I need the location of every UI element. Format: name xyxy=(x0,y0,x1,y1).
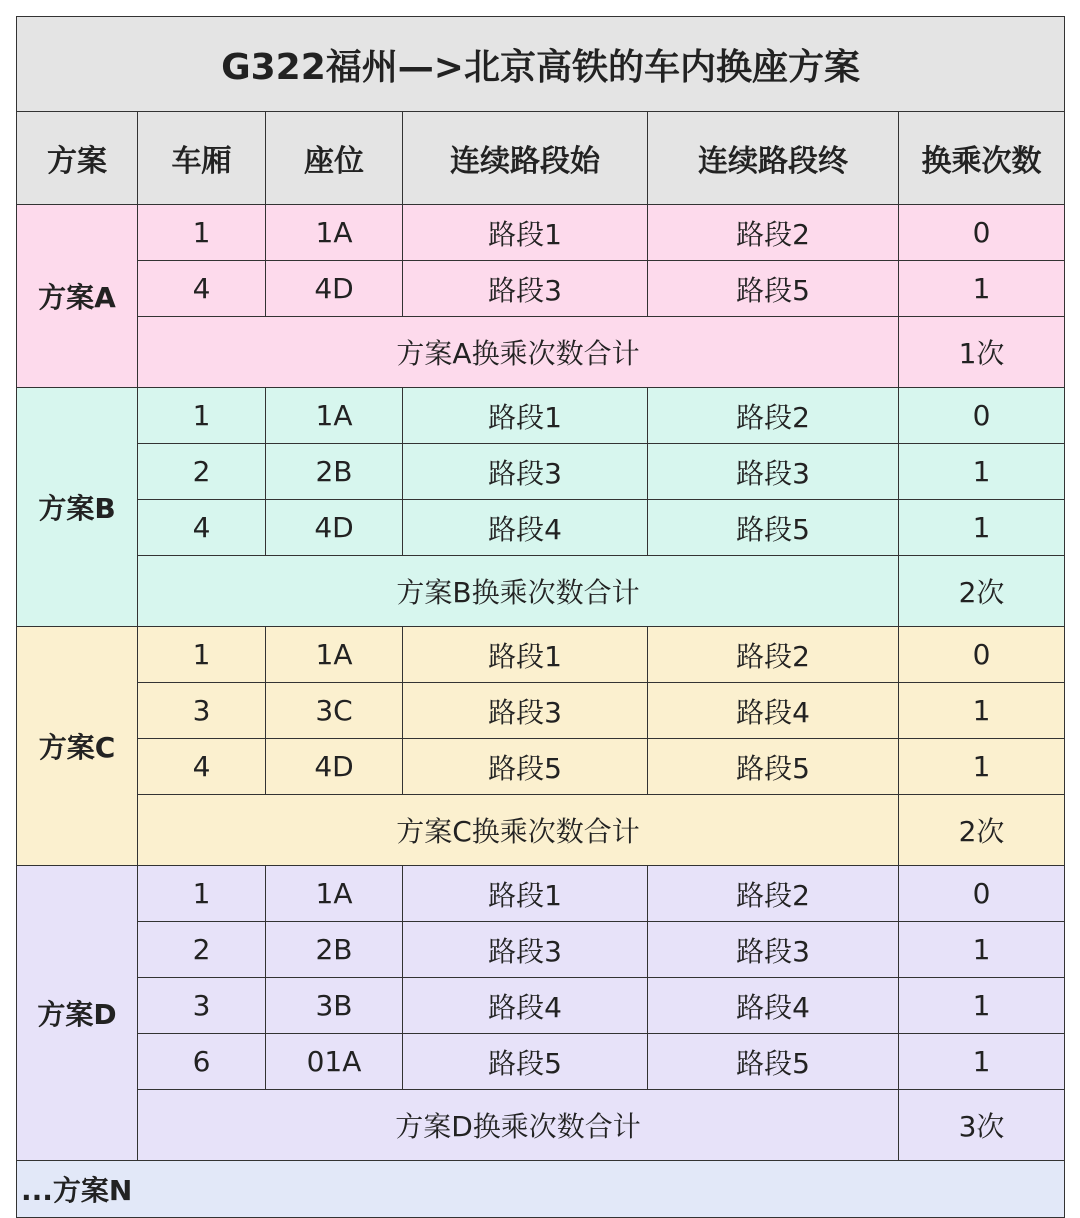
transfers-cell: 0 xyxy=(899,866,1065,922)
segment-start-cell: 路段3 xyxy=(403,922,648,978)
segment-start-cell: 路段1 xyxy=(403,388,648,444)
car-cell: 3 xyxy=(138,978,266,1034)
seat-cell: 4D xyxy=(266,739,403,795)
plan-name-cell: 方案D xyxy=(17,866,138,1161)
seat-cell: 4D xyxy=(266,261,403,317)
header-segment-start: 连续路段始 xyxy=(403,112,648,205)
segment-start-cell: 路段1 xyxy=(403,866,648,922)
segment-start-cell: 路段3 xyxy=(403,683,648,739)
plan-name-cell: 方案C xyxy=(17,627,138,866)
seat-cell: 2B xyxy=(266,922,403,978)
more-plans-label: ...方案N xyxy=(17,1161,1065,1218)
total-label-cell: 方案B换乘次数合计 xyxy=(138,556,899,627)
car-cell: 3 xyxy=(138,683,266,739)
seat-cell: 1A xyxy=(266,205,403,261)
segment-end-cell: 路段3 xyxy=(648,922,899,978)
header-car: 车厢 xyxy=(138,112,266,205)
total-label-cell: 方案C换乘次数合计 xyxy=(138,795,899,866)
segment-end-cell: 路段4 xyxy=(648,683,899,739)
total-value-cell: 1次 xyxy=(899,317,1065,388)
segment-start-cell: 路段3 xyxy=(403,261,648,317)
transfers-cell: 1 xyxy=(899,978,1065,1034)
car-cell: 1 xyxy=(138,388,266,444)
car-cell: 1 xyxy=(138,205,266,261)
transfers-cell: 1 xyxy=(899,739,1065,795)
table-row xyxy=(17,444,1065,500)
car-cell: 4 xyxy=(138,739,266,795)
total-row xyxy=(17,795,1065,866)
car-cell: 1 xyxy=(138,627,266,683)
car-cell: 1 xyxy=(138,866,266,922)
segment-start-cell: 路段1 xyxy=(403,627,648,683)
seat-cell: 1A xyxy=(266,866,403,922)
total-label-cell: 方案A换乘次数合计 xyxy=(138,317,899,388)
seat-cell: 1A xyxy=(266,388,403,444)
total-label-cell: 方案D换乘次数合计 xyxy=(138,1090,899,1161)
segment-start-cell: 路段1 xyxy=(403,205,648,261)
table-row xyxy=(17,739,1065,795)
total-row xyxy=(17,556,1065,627)
segment-end-cell: 路段5 xyxy=(648,739,899,795)
table-row xyxy=(17,500,1065,556)
table-row xyxy=(17,627,1065,683)
segment-end-cell: 路段2 xyxy=(648,388,899,444)
car-cell: 4 xyxy=(138,261,266,317)
segment-start-cell: 路段4 xyxy=(403,500,648,556)
plan-name-cell: 方案A xyxy=(17,205,138,388)
total-row xyxy=(17,317,1065,388)
seat-cell: 3B xyxy=(266,978,403,1034)
header-transfers: 换乘次数 xyxy=(899,112,1065,205)
table-row xyxy=(17,866,1065,922)
seat-cell: 01A xyxy=(266,1034,403,1090)
transfers-cell: 1 xyxy=(899,500,1065,556)
transfers-cell: 1 xyxy=(899,261,1065,317)
transfers-cell: 0 xyxy=(899,205,1065,261)
transfers-cell: 0 xyxy=(899,627,1065,683)
table-body xyxy=(17,17,1065,1218)
segment-start-cell: 路段3 xyxy=(403,444,648,500)
car-cell: 2 xyxy=(138,444,266,500)
table-row xyxy=(17,922,1065,978)
car-cell: 4 xyxy=(138,500,266,556)
segment-start-cell: 路段5 xyxy=(403,1034,648,1090)
segment-start-cell: 路段4 xyxy=(403,978,648,1034)
seat-cell: 1A xyxy=(266,627,403,683)
title-row xyxy=(17,17,1065,112)
segment-end-cell: 路段5 xyxy=(648,1034,899,1090)
header-segment-end: 连续路段终 xyxy=(648,112,899,205)
table-row xyxy=(17,205,1065,261)
total-value-cell: 2次 xyxy=(899,795,1065,866)
table-row xyxy=(17,388,1065,444)
segment-end-cell: 路段2 xyxy=(648,866,899,922)
car-cell: 6 xyxy=(138,1034,266,1090)
total-value-cell: 3次 xyxy=(899,1090,1065,1161)
segment-end-cell: 路段4 xyxy=(648,978,899,1034)
more-plans-row xyxy=(17,1161,1065,1218)
table-title: G322福州—>北京高铁的车内换座方案 xyxy=(17,17,1065,112)
segment-start-cell: 路段5 xyxy=(403,739,648,795)
transfers-cell: 1 xyxy=(899,922,1065,978)
segment-end-cell: 路段2 xyxy=(648,205,899,261)
header-plan: 方案 xyxy=(17,112,138,205)
header-row xyxy=(17,112,1065,205)
plan-name-cell: 方案B xyxy=(17,388,138,627)
segment-end-cell: 路段5 xyxy=(648,261,899,317)
segment-end-cell: 路段3 xyxy=(648,444,899,500)
segment-end-cell: 路段5 xyxy=(648,500,899,556)
seat-cell: 4D xyxy=(266,500,403,556)
table-row xyxy=(17,683,1065,739)
table-row xyxy=(17,978,1065,1034)
total-row xyxy=(17,1090,1065,1161)
seat-change-plan-table xyxy=(16,16,1065,1218)
seat-cell: 2B xyxy=(266,444,403,500)
segment-end-cell: 路段2 xyxy=(648,627,899,683)
table-row xyxy=(17,261,1065,317)
total-value-cell: 2次 xyxy=(899,556,1065,627)
transfers-cell: 0 xyxy=(899,388,1065,444)
table-row xyxy=(17,1034,1065,1090)
seat-cell: 3C xyxy=(266,683,403,739)
transfers-cell: 1 xyxy=(899,1034,1065,1090)
transfers-cell: 1 xyxy=(899,683,1065,739)
car-cell: 2 xyxy=(138,922,266,978)
transfers-cell: 1 xyxy=(899,444,1065,500)
header-seat: 座位 xyxy=(266,112,403,205)
